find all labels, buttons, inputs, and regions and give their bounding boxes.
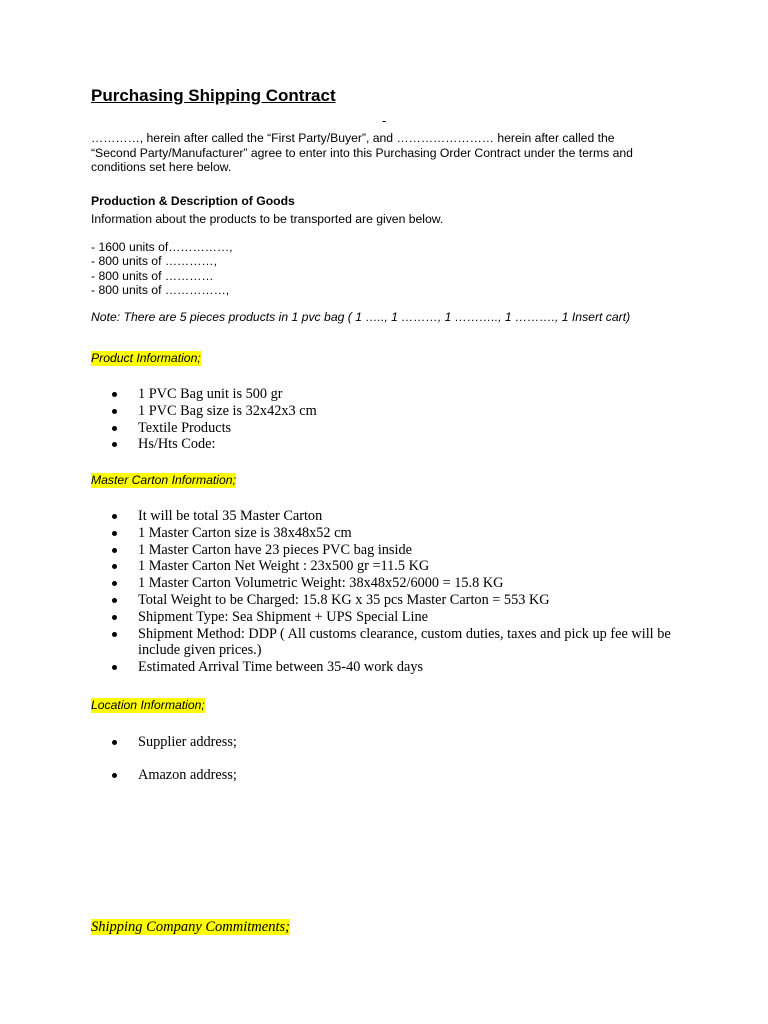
list-item — [112, 734, 698, 751]
list-item — [112, 558, 698, 575]
bullet-icon — [112, 615, 117, 620]
bullet-icon — [112, 740, 117, 745]
list-item — [112, 659, 698, 676]
bullet-icon — [112, 442, 117, 447]
dash-mark: - — [382, 113, 387, 128]
list-item-text: It will be total 35 Master Carton — [138, 508, 323, 524]
product-information-list — [112, 386, 698, 453]
list-item-text: 1 PVC Bag size is 32x42x3 cm — [138, 402, 317, 419]
list-item — [112, 436, 698, 453]
list-item-text: Estimated Arrival Time between 35-40 work days — [138, 659, 424, 676]
list-item — [112, 420, 698, 437]
bullet-icon — [112, 564, 117, 569]
bullet-icon — [112, 632, 117, 637]
list-item-text: 1 PVC Bag unit is 500 gr — [138, 386, 283, 402]
product-information-heading: Product Information; — [91, 351, 201, 365]
list-item — [112, 386, 698, 403]
list-item-text: Amazon address; — [138, 767, 237, 784]
list-item-text: 1 Master Carton Volumetric Weight: 38x48x52/6000 = 15.8 KG — [138, 575, 504, 592]
list-item — [112, 592, 698, 609]
pvc-bag-note: Note: There are 5 pieces products in 1 pvc bag ( 1 ….., 1 ………, 1 ……….., 1 ………., 1 Insert cart) — [91, 310, 631, 324]
list-item — [112, 403, 698, 420]
unit-line: - 800 units of ………… — [91, 268, 214, 283]
goods-heading: Production & Description of Goods — [91, 194, 295, 208]
bullet-icon — [112, 531, 117, 536]
shipping-commitments-heading: Shipping Company Commitments; — [91, 919, 290, 935]
unit-line: - 1600 units of……………, — [91, 240, 233, 254]
intro-line: conditions set here below. — [91, 160, 232, 174]
bullet-icon — [112, 392, 117, 397]
bullet-icon — [112, 426, 117, 431]
intro-paragraph — [91, 131, 681, 175]
list-item-text: 1 Master Carton Net Weight : 23x500 gr =11.5 KG — [138, 558, 430, 575]
bullet-icon — [112, 409, 117, 414]
list-item-text: Supplier address; — [138, 734, 237, 750]
location-information-heading: Location Information; — [91, 698, 205, 712]
list-item — [112, 525, 698, 542]
list-item — [112, 575, 698, 592]
unit-line: - 800 units of ……………, — [91, 282, 230, 297]
list-item — [112, 626, 698, 660]
list-item-text: 1 Master Carton have 23 pieces PVC bag inside — [138, 541, 412, 558]
bullet-icon — [112, 548, 117, 553]
bullet-icon — [112, 773, 117, 778]
bullet-icon — [112, 665, 117, 670]
list-item-text: Textile Products — [138, 419, 232, 436]
list-item — [112, 508, 698, 525]
bullet-icon — [112, 581, 117, 586]
list-item — [112, 609, 698, 626]
unit-line: - 800 units of …………, — [91, 254, 217, 269]
list-item-text: Shipment Method: DDP ( All customs clearance, custom duties, taxes and pick up fee will be include given prices.) — [138, 625, 671, 659]
goods-info: Information about the products to be transported are given below. — [91, 212, 444, 226]
list-item-text: Hs/Hts Code: — [138, 436, 216, 453]
list-item — [112, 767, 698, 784]
location-information-list — [112, 734, 698, 801]
intro-line: “Second Party/Manufacturer” agree to enter into this Purchasing Order Contract under the terms and — [91, 145, 633, 160]
document-title: Purchasing Shipping Contract — [91, 86, 336, 105]
list-item-text: Total Weight to be Charged: 15.8 KG x 35 pcs Master Carton = 553 KG — [138, 591, 550, 608]
units-list — [91, 240, 233, 297]
bullet-icon — [112, 514, 117, 519]
list-item-text: 1 Master Carton size is 38x48x52 cm — [138, 524, 352, 541]
bullet-icon — [112, 598, 117, 603]
master-carton-heading: Master Carton Information; — [91, 473, 236, 487]
master-carton-list — [112, 508, 698, 676]
intro-line: …………, herein after called the “First Party/Buyer”, and …………………… herein after called the — [91, 131, 615, 145]
list-item-text: Shipment Type: Sea Shipment + UPS Special Line — [138, 608, 428, 625]
list-item — [112, 542, 698, 559]
